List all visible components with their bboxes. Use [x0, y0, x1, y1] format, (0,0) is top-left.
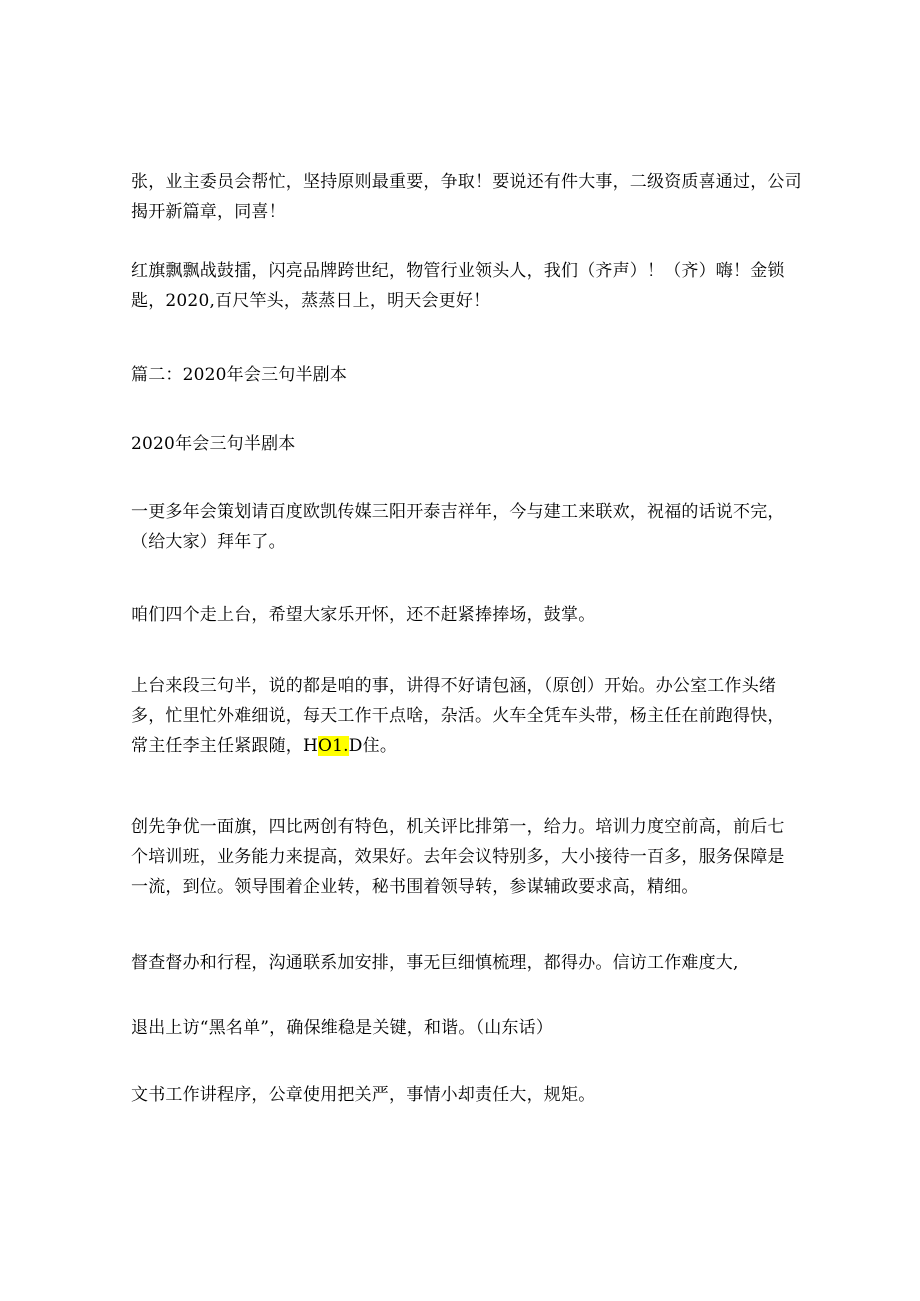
text-line: 红旗飘飘战鼓擂，闪亮品牌跨世纪，物管行业领头人，我们（齐声）！（齐）嗨！金锁 — [131, 261, 785, 281]
text-line: 篇二：2020年会三句半剧本 — [131, 365, 348, 385]
paragraph-8 — [131, 812, 791, 902]
text-line: 揭开新篇章，同喜！ — [131, 202, 286, 222]
section-heading — [131, 360, 791, 390]
text-line: 咱们四个走上台，希望大家乐开怀，还不赶紧捧捧场，鼓掌。 — [131, 605, 596, 625]
highlighted-text: O1. — [318, 736, 349, 756]
text-segment: D住。 — [348, 736, 398, 756]
script-title — [131, 429, 791, 459]
paragraph-9 — [131, 948, 791, 978]
text-line: 一更多年会策划请百度欧凯传媒三阳开泰吉祥年，今与建工来联欢，祝福的话说不完， — [131, 502, 785, 522]
text-line: 上台来段三句半，说的都是咱的事，讲得不好请包涵，（原创）开始。办公室工作头绪 — [131, 676, 777, 696]
text-line: 退出上访“黑名单”，确保维稳是关键，和谐。（山东话） — [131, 1018, 554, 1038]
paragraph-2 — [131, 256, 791, 316]
paragraph-5 — [131, 497, 791, 557]
paragraph-7 — [131, 671, 791, 761]
text-line: 张，业主委员会帮忙，坚持原则最重要，争取！要说还有件大事，二级资质喜通过，公司 — [131, 172, 802, 192]
text-line: 一流，到位。领导围着企业转，秘书围着领导转，参谋辅政要求高，精细。 — [131, 877, 699, 897]
text-line: （给大家）拜年了。 — [131, 532, 286, 552]
paragraph-10 — [131, 1013, 791, 1043]
text-line — [131, 731, 791, 761]
text-line: 匙，2020,百尺竿头，蒸蒸日上，明天会更好！ — [131, 291, 491, 311]
text-line: 创先争优一面旗，四比两创有特色，机关评比排第一，给力。培训力度空前高，前后七 — [131, 817, 785, 837]
text-line: 个培训班，业务能力来提高，效果好。去年会议特别多，大小接待一百多，服务保障是 — [131, 847, 785, 867]
text-line: 文书工作讲程序，公章使用把关严，事情小却责任大，规矩。 — [131, 1085, 596, 1105]
paragraph-1 — [131, 167, 802, 227]
paragraph-6 — [131, 600, 791, 630]
paragraph-11 — [131, 1080, 791, 1110]
text-line: 多，忙里忙外难细说，每天工作干点啥，杂活。火车全凭车头带，杨主任在前跑得快， — [131, 706, 785, 726]
text-line: 督查督办和行程，沟通联系加安排，事无巨细慎梳理，都得办。信访工作难度大, — [131, 953, 739, 973]
text-segment: 常主任李主任紧跟随，H — [131, 736, 319, 756]
text-line: 2020年会三句半剧本 — [131, 434, 296, 454]
